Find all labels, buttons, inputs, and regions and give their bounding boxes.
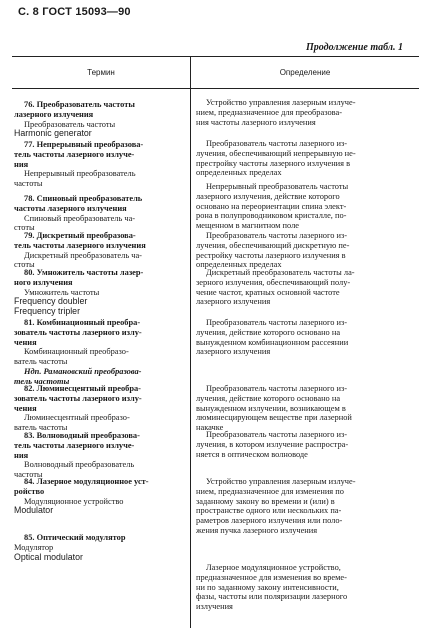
definition-line: заданному закону во времени и (или) в	[196, 496, 335, 506]
term-line: стоты	[14, 223, 35, 233]
definition-line: рона в полупроводниковом кристалле, по-	[196, 211, 347, 221]
definition-line: жения пучка лазерного излучения	[196, 525, 318, 535]
definition-line: Дискретный преобразователь частоты ла-	[206, 268, 355, 277]
term-line: 78. Спиновый преобразователь	[24, 194, 143, 203]
term-line: лазерного излучения	[14, 109, 94, 119]
term-line: Optical modulator	[14, 552, 83, 562]
table-header-rule	[12, 88, 419, 89]
term-line: Непрерывный преобразователь	[24, 169, 136, 179]
definition-entry	[196, 182, 412, 231]
definition-line: Преобразователь частоты лазерного из-	[206, 430, 348, 439]
term-line: Умножитель частоты	[24, 287, 100, 297]
definition-line: предназначенное для изменения во време-	[196, 572, 347, 582]
term-line: стоты	[14, 260, 35, 270]
definition-line: Преобразователь частоты лазерного из-	[206, 318, 348, 327]
definition-line: пространстве одного или нескольких па-	[196, 506, 342, 516]
term-line: чения	[14, 403, 37, 413]
term-line: Спиновый преобразователь ча-	[24, 213, 136, 223]
definition-entry	[196, 318, 412, 357]
term-line: 82. Люминесцентный преобра-	[24, 384, 141, 393]
term-line: Люминесцентный преобразо-	[24, 413, 130, 423]
term-line: ройство	[14, 486, 45, 496]
term-entry	[14, 477, 184, 516]
term-line: 85. Оптический модулятор	[24, 533, 126, 542]
definition-line: вынужденном комбинационном рассеянии	[196, 337, 349, 347]
term-line: Модуляционное устройство	[24, 496, 124, 506]
term-entry	[14, 431, 184, 480]
page-header: С. 8 ГОСТ 15093—90	[18, 6, 131, 18]
term-entry	[14, 384, 184, 433]
definition-line: Преобразователь частоты лазерного из-	[206, 384, 348, 393]
definition-line: лазерного излучения	[196, 297, 271, 307]
definition-line: нием, предназначенное для изменения по	[196, 486, 344, 496]
definition-line: лучения, действие которого основано на	[196, 393, 341, 403]
definition-line: фазы, частоты или поляризации лазерного	[196, 592, 348, 602]
definition-line: няется в оптическом волноводе	[196, 449, 308, 459]
definition-line: нием, предназначенное для преобразова-	[196, 107, 342, 117]
table-continuation-label: Продолжение табл. 1	[305, 42, 403, 53]
definition-line: лучения, действие которого основано на	[196, 327, 341, 337]
term-line: тель частоты лазерного излуче-	[14, 440, 135, 450]
term-entry	[14, 100, 184, 139]
definition-line: лучения, обеспечивающий дискретную пе-	[196, 240, 350, 250]
definition-line: Преобразователь частоты лазерного из-	[206, 231, 348, 240]
term-line: Ндп. Рамановский преобразова-	[24, 366, 142, 376]
term-line: Преобразователь частоты	[24, 119, 116, 129]
definition-line: люминесцирующем веществе при лазерной	[196, 413, 352, 423]
term-line: ния	[14, 450, 29, 460]
definition-line: лучения, обеспечивающий непрерывную не-	[196, 148, 356, 158]
definition-line: зерного излучения, обеспечивающий полу-	[196, 277, 351, 287]
term-entry	[14, 194, 184, 233]
table-top-rule	[12, 56, 419, 57]
term-line: зователь частоты лазерного излу-	[14, 393, 142, 403]
term-entry	[14, 318, 184, 387]
term-line: ного излучения	[14, 277, 73, 287]
term-entry	[14, 231, 184, 270]
definition-line: лазерного излучения, действие которого	[196, 191, 340, 201]
term-line: 79. Дискретный преобразова-	[24, 231, 136, 240]
definition-entry	[196, 231, 412, 270]
term-line: Frequency doubler	[14, 297, 88, 307]
definition-line: лазерного излучения	[196, 347, 271, 357]
col-header-definition: Определение	[279, 68, 331, 77]
term-line: 80. Умножитель частоты лазер-	[24, 268, 144, 277]
term-line: 81. Комбинационный преобра-	[24, 318, 141, 327]
term-line: Комбинационный преобразо-	[24, 347, 129, 357]
term-line: частоты	[14, 179, 43, 189]
term-line: ватель частоты	[14, 423, 68, 433]
term-line: 83. Волноводный преобразова-	[24, 431, 140, 440]
term-line: тель частоты	[14, 376, 70, 386]
term-line: Harmonic generator	[14, 129, 92, 139]
term-line: 76. Преобразователь частоты	[24, 100, 135, 109]
definition-line: Лазерное модуляционное устройство,	[206, 563, 341, 572]
term-line: Modulator	[14, 506, 54, 516]
term-line: тель частоты лазерного излуче-	[14, 149, 135, 159]
definition-line: мещенном в магнитном поле	[196, 221, 299, 231]
definition-line: ния частоты лазерного излучения	[196, 117, 316, 127]
term-line: частоты	[14, 470, 43, 480]
definition-line: раметров лазерного излучения или поло-	[196, 516, 343, 526]
definition-line: излучения	[196, 602, 233, 612]
definition-line: Преобразователь частоты лазерного из-	[206, 139, 348, 148]
definition-line: Устройство управления лазерным излуче-	[206, 477, 356, 486]
definition-line: лучения, в котором излучение распростра-	[196, 439, 349, 449]
definition-entry	[196, 268, 412, 307]
term-entry	[14, 268, 184, 317]
term-line: ватель частоты	[14, 357, 68, 367]
definition-line: престройку частоты лазерного излучения в	[196, 158, 351, 168]
definition-entry	[196, 384, 412, 433]
definition-line: основано на переориентации спина элект-	[196, 201, 347, 211]
term-line: ния	[14, 159, 29, 169]
definition-line: Устройство управления лазерным излуче-	[206, 98, 356, 107]
definition-line: Непрерывный преобразователь частоты	[206, 182, 349, 191]
definition-entry	[196, 139, 412, 178]
definition-entry	[196, 477, 412, 536]
col-header-term: Термин	[87, 68, 115, 77]
term-entry	[14, 140, 184, 189]
term-line: 77. Непрерывный преобразова-	[24, 140, 144, 149]
definition-line: накачке	[196, 423, 224, 433]
column-divider	[190, 56, 191, 628]
definition-line: определенных пределах	[196, 260, 282, 270]
term-line: зователь частоты лазерного излу-	[14, 327, 142, 337]
term-entry	[14, 533, 184, 562]
term-line: Frequency tripler	[14, 307, 81, 317]
definition-line: рестройку частоты лазерного излучения в	[196, 250, 346, 260]
definition-entry	[196, 563, 412, 612]
term-line: Дискретный преобразователь ча-	[24, 250, 142, 260]
term-line: Волноводный преобразователь	[24, 460, 135, 470]
term-line: частоты лазерного излучения	[14, 203, 127, 213]
term-line: Модулятор	[14, 542, 54, 552]
definition-line: определенных пределах	[196, 168, 282, 178]
definition-entry	[196, 430, 412, 459]
definition-line: чение частот, кратных основной частоте	[196, 287, 340, 297]
definition-line: ни по заданному закону интенсивности,	[196, 582, 339, 592]
term-line: 84. Лазерное модуляционное уст-	[24, 477, 149, 486]
definition-entry	[196, 98, 412, 127]
term-line: чения	[14, 337, 37, 347]
term-line: тель частоты лазерного излучения	[14, 240, 146, 250]
definition-line: вынужденном излучении, возникающем в	[196, 403, 346, 413]
